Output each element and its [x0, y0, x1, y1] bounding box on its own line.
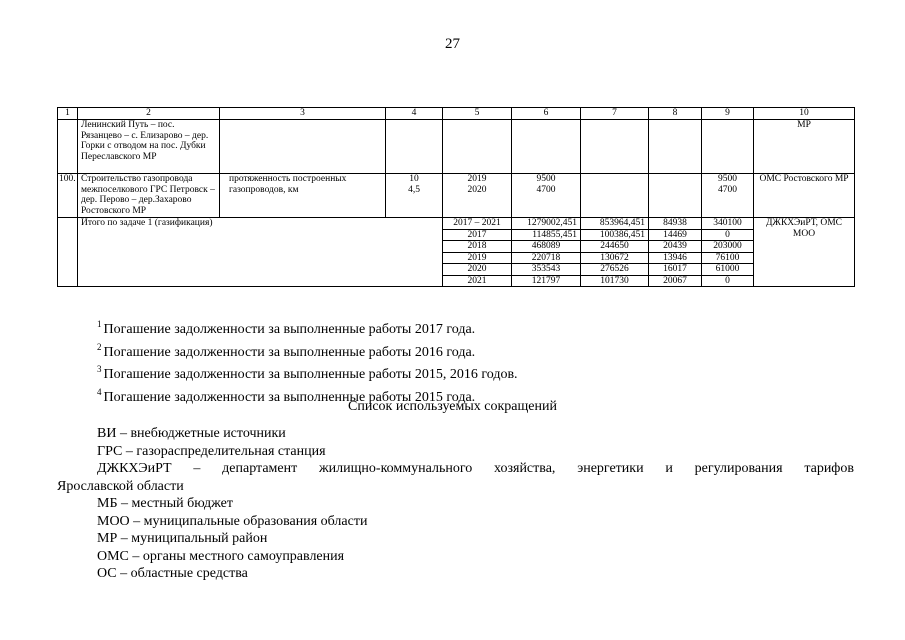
- totals-value: 0: [702, 275, 754, 287]
- totals-value: 61000: [702, 264, 754, 276]
- col9-value: 9500: [718, 174, 737, 184]
- totals-value: 14469: [649, 229, 702, 241]
- footnote-mark: 4: [97, 386, 102, 397]
- totals-value: 244650: [581, 241, 649, 253]
- abbreviations-list: [57, 425, 854, 583]
- table-header-row: [58, 108, 855, 120]
- abbreviation-item: ОС – областные средства: [97, 566, 248, 581]
- totals-value: 16017: [649, 264, 702, 276]
- footnote-text: Погашение задолженности за выполненные работы 2017 года.: [103, 322, 476, 337]
- col-header: 4: [386, 108, 443, 120]
- abbreviation-item: ВИ – внебюджетные источники: [97, 426, 286, 441]
- executor-cell: МР: [754, 120, 855, 174]
- indicator-value: 4,5: [408, 184, 420, 195]
- totals-period: 2021: [443, 275, 512, 287]
- footnotes: [97, 316, 518, 406]
- footnote: [97, 361, 518, 384]
- indicator-values: [386, 174, 443, 218]
- totals-value: 20439: [649, 241, 702, 253]
- page-number: 27: [445, 36, 460, 52]
- totals-value: 1279002,451: [512, 218, 581, 230]
- totals-value: 340100: [702, 218, 754, 230]
- col-header: 2: [78, 108, 220, 120]
- footnote-mark: 2: [97, 341, 102, 352]
- route-name-cell: Ленинский Путь – пос. Рязанцево – с. Елизарово – дер. Горки с отводом на пос. Дубки Переславского МР: [78, 120, 220, 174]
- totals-value: 468089: [512, 241, 581, 253]
- totals-value: 220718: [512, 252, 581, 264]
- col-header: 8: [649, 108, 702, 120]
- indicator-cell: протяженность построенных газопроводов, км: [220, 174, 386, 218]
- footnote-mark: 1: [97, 319, 102, 329]
- abbreviation-item: МБ – местный бюджет: [97, 496, 233, 511]
- col9-cell: [702, 174, 754, 218]
- abbreviation-item: ГРС – газораспределительная станция: [97, 443, 326, 459]
- abbreviation-item: ДЖКХЭиРТ – департамент жилищно-коммунального хозяйства, энергетики и регулирования тарифов: [97, 461, 854, 476]
- col-header: 3: [220, 108, 386, 120]
- totals-value: 13946: [649, 252, 702, 264]
- years-cell: [443, 174, 512, 218]
- totals-value: 203000: [702, 241, 754, 253]
- totals-period: 2019: [443, 252, 512, 264]
- totals-value: 76100: [702, 252, 754, 264]
- totals-label: Итого по задаче 1 (газификация): [78, 218, 443, 287]
- footnote-text: Погашение задолженности за выполненные работы 2015 года.: [103, 389, 476, 405]
- total-value: 9500: [536, 174, 556, 184]
- abbreviation-item-continuation: Ярославской области: [57, 478, 184, 494]
- indicator-value: 10: [409, 174, 419, 184]
- executor-cell: ОМС Ростовского МР: [754, 174, 855, 218]
- col-header: 6: [512, 108, 581, 120]
- totals-value: 20067: [649, 275, 702, 287]
- totals-period: 2017 – 2021: [443, 218, 512, 230]
- col-header: 5: [443, 108, 512, 120]
- totals-value: 121797: [512, 275, 581, 287]
- footnote: [97, 316, 518, 339]
- totals-value: 101730: [581, 275, 649, 287]
- totals-period: 2020: [443, 264, 512, 276]
- col-header: 1: [58, 108, 78, 120]
- project-name-cell: Строительство газопровода межпоселкового ГРС Петровск – дер. Перово – дер.Захарово Ростовского МР: [78, 174, 220, 218]
- col-header: 10: [754, 108, 855, 120]
- footnote-mark: 3: [97, 364, 102, 374]
- col9-value: 4700: [718, 184, 737, 195]
- total-cell: [512, 174, 581, 218]
- totals-value: 0: [702, 229, 754, 241]
- year: 2020: [467, 184, 487, 195]
- totals-row: [58, 218, 855, 230]
- totals-value: 276526: [581, 264, 649, 276]
- totals-value: 853964,451: [581, 218, 649, 230]
- row-number: 100.: [58, 174, 78, 218]
- footnote-text: Погашение задолженности за выполненные работы 2016 года.: [103, 344, 476, 360]
- total-value: 4700: [536, 184, 556, 195]
- totals-executor: ДЖКХЭиРТ, ОМС МОО: [754, 218, 855, 287]
- totals-value: 84938: [649, 218, 702, 230]
- totals-period: 2017: [443, 229, 512, 241]
- abbreviation-item: МР – муниципальный район: [97, 531, 268, 546]
- abbreviations-title: Список используемых сокращений: [348, 399, 557, 414]
- totals-value: 100386,451: [581, 229, 649, 241]
- abbreviation-item: МОО – муниципальные образования области: [97, 513, 368, 529]
- totals-value: 353543: [512, 264, 581, 276]
- footnote: [97, 339, 518, 362]
- totals-value: 114855,451: [512, 229, 581, 241]
- totals-value: 130672: [581, 252, 649, 264]
- program-table: [57, 107, 855, 287]
- footnote-text: Погашение задолженности за выполненные работы 2015, 2016 годов.: [103, 367, 518, 382]
- year: 2019: [467, 174, 487, 184]
- col-header: 7: [581, 108, 649, 120]
- col-header: 9: [702, 108, 754, 120]
- totals-period: 2018: [443, 241, 512, 253]
- table-row-100: [58, 174, 855, 218]
- table-row-continued: [58, 120, 855, 174]
- abbreviation-item: ОМС – органы местного самоуправления: [97, 548, 345, 564]
